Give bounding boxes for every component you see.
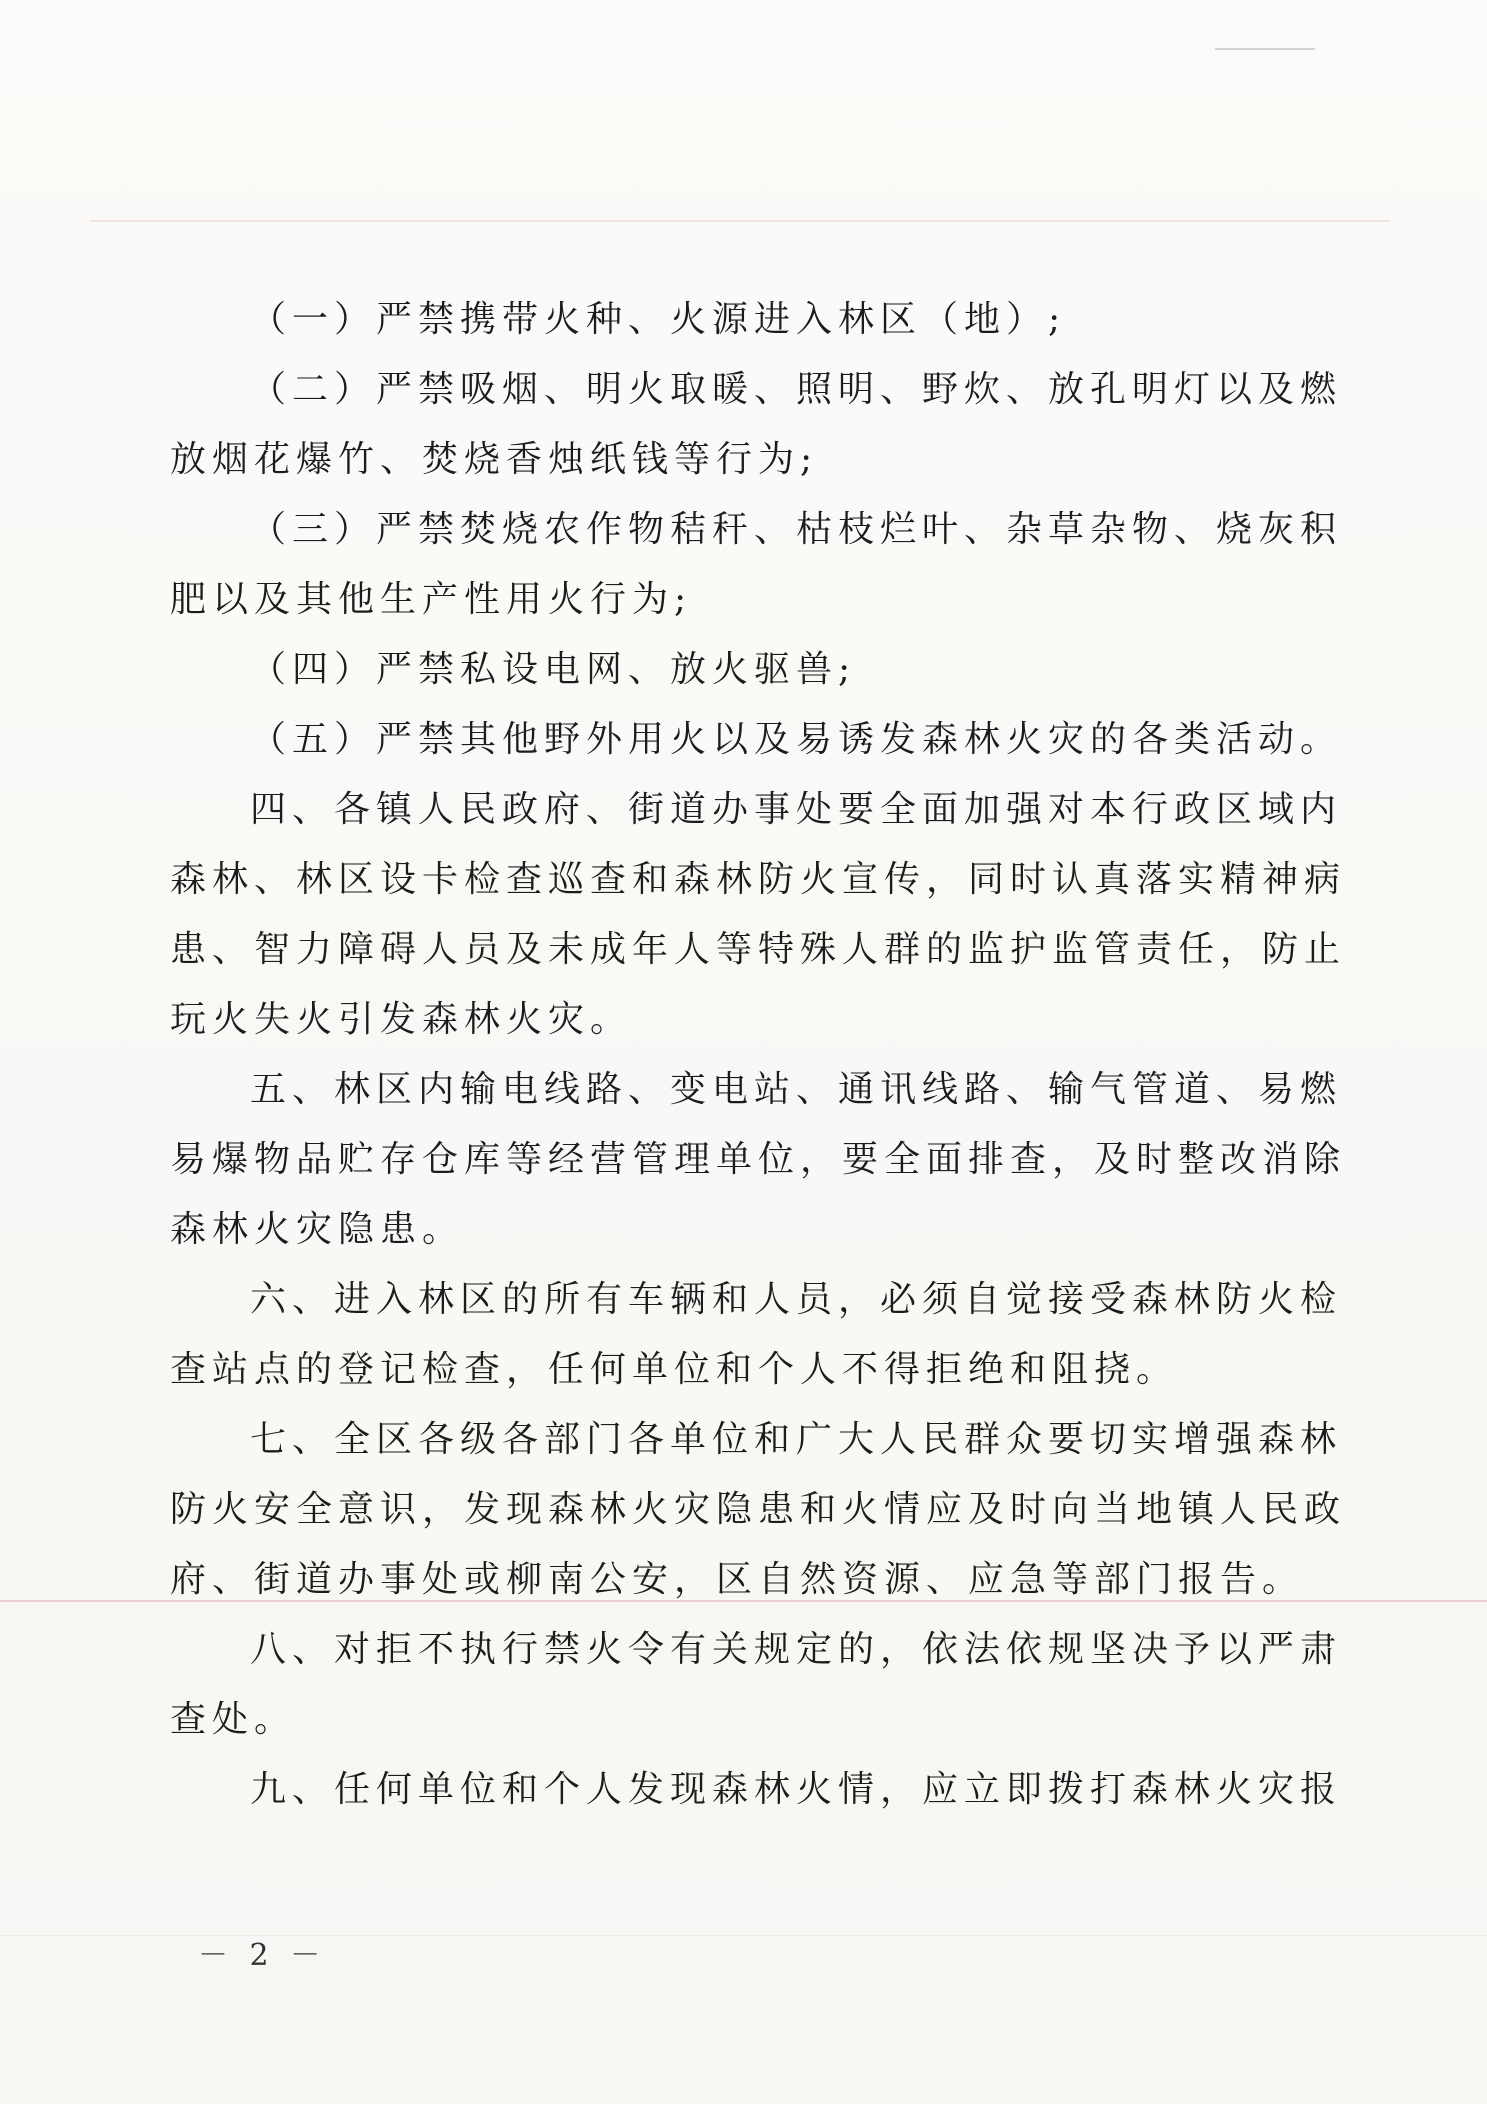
paragraph-line: 玩火失火引发森林火灾。 — [170, 999, 633, 1040]
paragraph-line: 七、全区各级各部门各单位和广大人民群众要切实增强森林 — [250, 1419, 1343, 1460]
paragraph-line: 四、各镇人民政府、街道办事处要全面加强对本行政区域内 — [250, 789, 1343, 830]
paragraph-line: 易爆物品贮存仓库等经营管理单位，要全面排查，及时整改消除 — [170, 1139, 1347, 1180]
paragraph-line: 防火安全意识，发现森林火灾隐患和火情应及时向当地镇人民政 — [170, 1489, 1347, 1530]
scan-mark — [1215, 48, 1315, 50]
paragraph-line: 肥以及其他生产性用火行为; — [170, 579, 693, 620]
paragraph-line: （一）严禁携带火种、火源进入林区（地）; — [250, 299, 1067, 340]
paragraph-line: 森林、林区设卡检查巡查和森林防火宣传，同时认真落实精神病 — [170, 859, 1347, 900]
paragraph-line: 八、对拒不执行禁火令有关规定的，依法依规坚决予以严肃 — [250, 1629, 1343, 1670]
page-number: － 2 － — [198, 1938, 327, 1973]
bleed-through-mark — [90, 220, 1390, 222]
paragraph-line: 五、林区内输电线路、变电站、通讯线路、输气管道、易燃 — [250, 1069, 1343, 1110]
paragraph-line: （五）严禁其他野外用火以及易诱发森林火灾的各类活动。 — [250, 719, 1343, 760]
paragraph-line: （二）严禁吸烟、明火取暖、照明、野炊、放孔明灯以及燃 — [250, 369, 1343, 410]
paragraph-line: 放烟花爆竹、焚烧香烛纸钱等行为; — [170, 439, 819, 480]
paragraph-line: （三）严禁焚烧农作物秸秆、枯枝烂叶、杂草杂物、烧灰积 — [250, 509, 1343, 550]
paragraph-line: 府、街道办事处或柳南公安，区自然资源、应急等部门报告。 — [170, 1559, 1305, 1600]
paragraph-line: 森林火灾隐患。 — [170, 1209, 465, 1250]
paragraph-line: 查站点的登记检查，任何单位和个人不得拒绝和阻挠。 — [170, 1349, 1179, 1390]
paragraph-line: 九、任何单位和个人发现森林火情，应立即拨打森林火灾报 — [250, 1769, 1343, 1810]
paragraph-line: （四）严禁私设电网、放火驱兽; — [250, 649, 857, 690]
document-body — [170, 285, 1347, 1825]
paragraph-line: 六、进入林区的所有车辆和人员，必须自觉接受森林防火检 — [250, 1279, 1343, 1320]
paragraph-line: 患、智力障碍人员及未成年人等特殊人群的监护监管责任，防止 — [170, 929, 1347, 970]
paragraph-line: 查处。 — [170, 1699, 297, 1740]
